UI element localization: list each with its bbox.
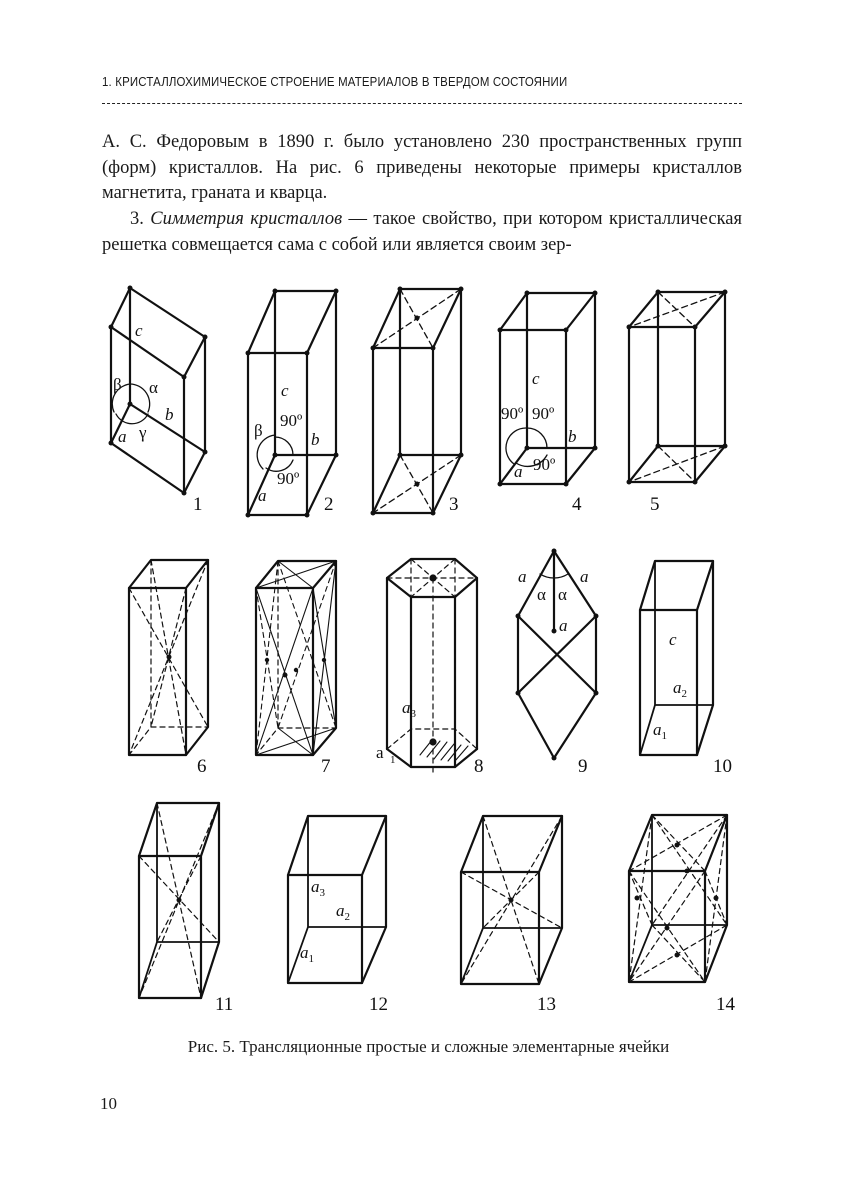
cell-1-label-gamma: γ: [139, 423, 147, 442]
cell-4-number: 4: [572, 494, 582, 515]
page-number: 10: [100, 1094, 117, 1113]
cell-4-label-b: b: [568, 427, 577, 446]
running-header: 1. КРИСТАЛЛОХИМИЧЕСКОЕ СТРОЕНИЕ МАТЕРИАЛОВ В ТВЕРДОМ СОСТОЯНИИ: [102, 74, 568, 89]
cell-4-label-90-bottom: 90º: [533, 455, 556, 474]
cell-1-triclinic: [111, 288, 205, 493]
cell-9-number: 9: [578, 756, 588, 777]
cell-4-label-a: a: [514, 462, 523, 481]
cell-2-label-beta: β: [254, 421, 263, 440]
cell-8-label-a: a: [376, 743, 384, 762]
paragraph-2-number: 3.: [130, 209, 144, 229]
cell-13-number: 13: [537, 994, 556, 1015]
cell-8-number: 8: [474, 756, 484, 777]
cell-3-monoclinic-centered: [373, 289, 461, 513]
cell-10-simple-tall: [640, 561, 713, 755]
cell-10-label-c: c: [669, 630, 677, 649]
cell-10-label-a2: $a_2$: [673, 678, 687, 700]
cell-9-label-alpha-right: α: [558, 585, 567, 604]
cell-8-label-a-sub: 1: [390, 754, 396, 766]
cell-4-label-90-right: 90º: [532, 404, 555, 423]
cell-2-label-c: c: [281, 381, 289, 400]
cell-2-label-90-top: 90º: [280, 411, 303, 430]
cell-9-label-a-right: a: [580, 567, 589, 586]
cell-2-number: 2: [324, 494, 334, 515]
cell-10-number: 10: [713, 756, 732, 777]
cell-8-label-a3: $a_3$: [402, 698, 416, 720]
cell-12-label-a1: $a_1$: [300, 943, 314, 965]
cell-14-number: 14: [716, 994, 735, 1015]
cell-8-hexagonal: [387, 559, 477, 775]
paragraph-1: А. С. Федоровым в 1890 г. было установлено 230 пространственных групп (форм) кристаллов. На рис. 6 приведены некоторые примеры кристаллов магнетита, граната и кварца.: [102, 132, 742, 203]
cell-6-number: 6: [197, 756, 207, 777]
paragraph-2-term: Симметрия кристаллов: [150, 209, 343, 229]
cell-5-number: 5: [650, 494, 660, 515]
cell-4-label-90-left: 90º: [501, 404, 524, 423]
cell-2-label-90-bottom: 90º: [277, 469, 300, 488]
cell-4-label-c: c: [532, 369, 540, 388]
cell-3-number: 3: [449, 494, 459, 515]
cell-1-number: 1: [193, 494, 203, 515]
paragraph-2-text: — такое свойство, при котором кристаллическая решетка совмещается сама с собой или является своим зер-: [102, 209, 742, 255]
figure-caption: Рис. 5. Трансляционные простые и сложные элементарные ячейки: [187, 1037, 670, 1056]
cell-12-number: 12: [369, 994, 388, 1015]
cell-11-number: 11: [215, 994, 234, 1015]
cell-9-label-a-center: a: [559, 616, 568, 635]
cell-12-label-a3: $a_3$: [311, 877, 325, 899]
cell-2-label-a: a: [258, 486, 267, 505]
cell-1-label-c: c: [135, 321, 143, 340]
cell-9-label-alpha-left: α: [537, 585, 546, 604]
cell-1-label-b: b: [165, 405, 174, 424]
cell-9-label-a-left: a: [518, 567, 527, 586]
cell-1-label-alpha: α: [149, 378, 158, 397]
cell-1-label-a: a: [118, 427, 127, 446]
cell-12-label-a2: $a_2$: [336, 901, 350, 923]
cell-5-orthorhombic-centered: [629, 292, 725, 482]
cell-7-number: 7: [321, 756, 331, 777]
cell-1-label-beta: β: [113, 375, 122, 394]
cell-10-label-a1: $a_1$: [653, 720, 667, 742]
cell-2-label-b: b: [311, 430, 320, 449]
